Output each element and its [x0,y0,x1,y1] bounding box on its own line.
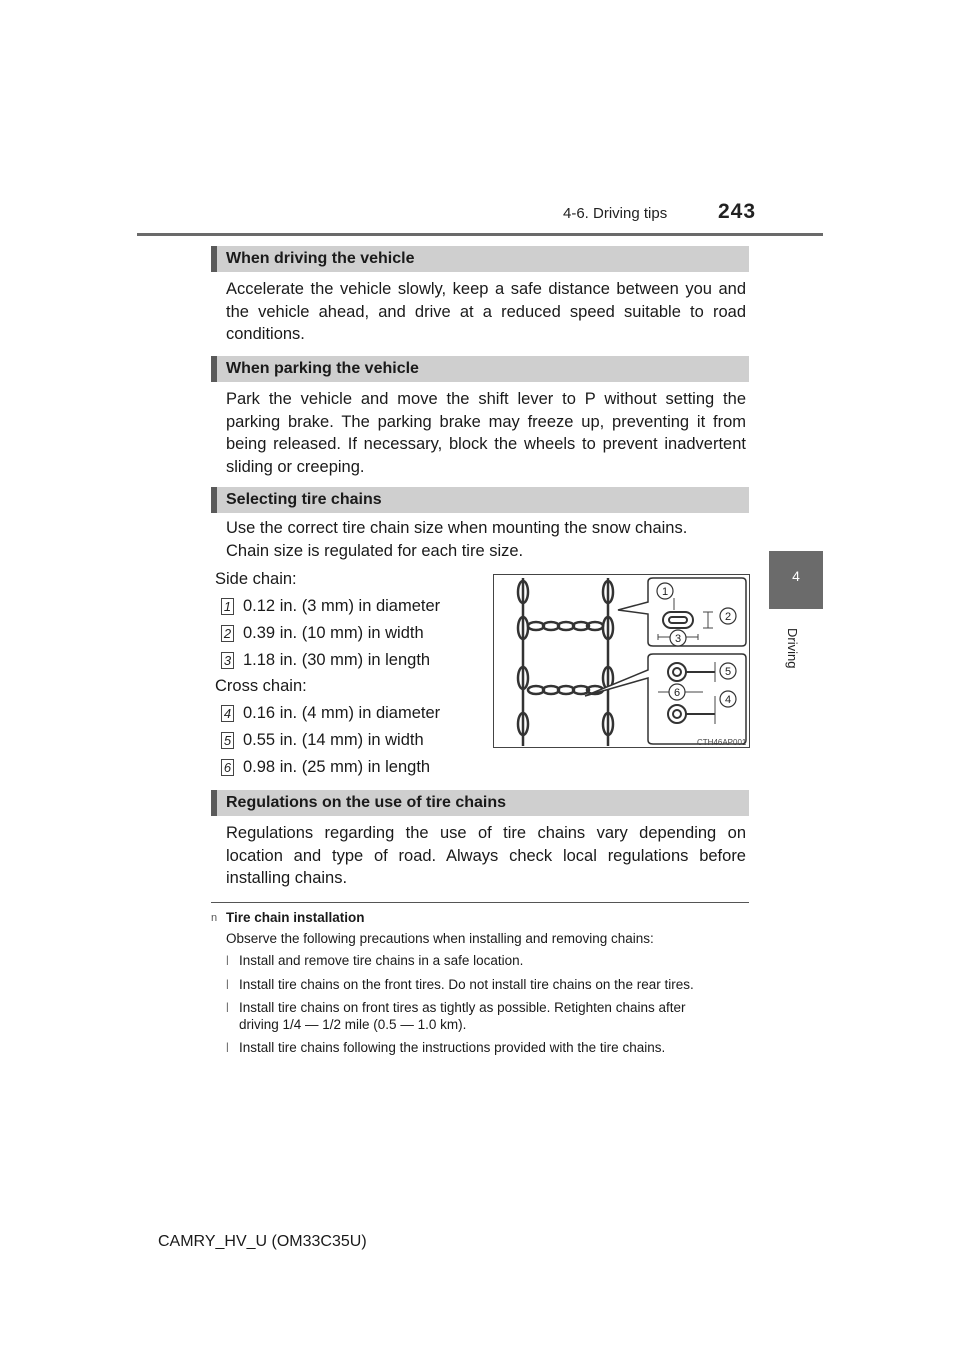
callout-number: 2 [221,625,234,642]
note-item-bullet-icon: l [226,1040,229,1055]
figure-callout: 5 [724,666,732,678]
callout-number: 1 [221,598,234,615]
section-body-regulations: Regulations regarding the use of tire chains vary depending on location and type of road. Always check local regulations before installing chains. [226,824,746,887]
page-number: 243 [718,200,757,223]
note-bullet-icon: n [211,912,218,924]
note-intro: Observe the following precautions when installing and removing chains: [226,931,654,946]
section-heading-selecting: Selecting tire chains [211,487,749,513]
callout-number: 5 [221,732,234,749]
note-divider [211,902,749,903]
selecting-line-2: Chain size is regulated for each tire size. [226,542,524,560]
section-body-parking: Park the vehicle and move the shift lever to P without setting the parking brake. The parking brake may freeze up, preventing it from being released. If necessary, block the wheels to prevent inadvertent sliding or creeping. [226,390,746,476]
figure-callout: 4 [724,694,732,706]
header-section-title: 4-6. Driving tips [563,205,668,222]
chain-spec: 0.16 in. (4 mm) in diameter [243,704,441,722]
chain-spec: 1.18 in. (30 mm) in length [243,651,431,669]
figure-callout: 2 [724,611,732,623]
callout-number: 4 [221,705,234,722]
tire-chain-diagram [493,574,750,748]
note-item-bullet-icon: l [226,1000,229,1015]
figure-callout: 6 [673,687,681,699]
note-item-continuation: driving 1/4 — 1/2 mile (0.5 — 1.0 km). [239,1017,467,1032]
chain-spec: 0.98 in. (25 mm) in length [243,758,431,776]
chain-spec: 0.39 in. (10 mm) in width [243,624,424,642]
chapter-tab-label: Driving [785,628,800,669]
chapter-tab-number: 4 [792,568,800,584]
cross-chain-label: Cross chain: [215,677,307,695]
section-heading-driving: When driving the vehicle [211,246,749,272]
header-divider [137,233,823,236]
note-item-bullet-icon: l [226,953,229,968]
note-item-bullet-icon: l [226,977,229,992]
note-item: Install tire chains on front tires as tightly as possible. Retighten chains after [239,1000,686,1015]
note-item: Install tire chains on the front tires. Do not install tire chains on the rear tires. [239,977,694,992]
callout-number: 6 [221,759,234,776]
chain-spec: 0.55 in. (14 mm) in width [243,731,424,749]
section-heading-regulations: Regulations on the use of tire chains [211,790,749,816]
figure-callout: 1 [661,586,669,598]
figure-callout: 3 [674,633,682,645]
selecting-line-1: Use the correct tire chain size when mounting the snow chains. [226,519,688,537]
note-item: Install tire chains following the instructions provided with the tire chains. [239,1040,666,1055]
figure-code: CTH46AP001 [697,738,747,747]
section-heading-parking: When parking the vehicle [211,356,749,382]
side-chain-label: Side chain: [215,570,297,588]
footer-model-code: CAMRY_HV_U (OM33C35U) [158,1233,367,1250]
note-item: Install and remove tire chains in a safe location. [239,953,524,968]
note-title: Tire chain installation [226,910,365,925]
chain-spec: 0.12 in. (3 mm) in diameter [243,597,441,615]
callout-number: 3 [221,652,234,669]
section-body-driving: Accelerate the vehicle slowly, keep a safe distance between you and the vehicle ahead, and drive at a reduced speed suitable to road conditions. [226,280,746,343]
